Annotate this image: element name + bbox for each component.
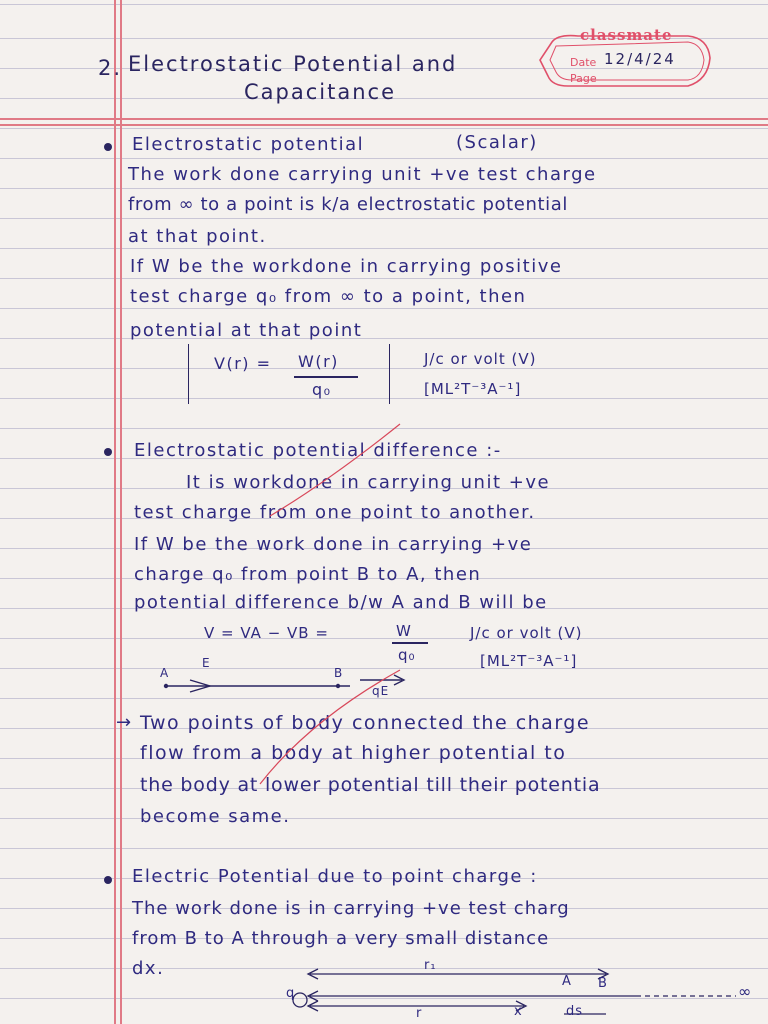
section1-tag: (Scalar) [456, 132, 538, 153]
bullet-section2 [104, 448, 112, 456]
section1-dimension: [ML²T⁻³A⁻¹] [424, 380, 522, 398]
bullet-section3 [104, 876, 112, 884]
diagram-infinity-label: ∞ [738, 982, 753, 1001]
section1-formula-box [188, 344, 390, 404]
diagram-point-a: A [160, 666, 170, 680]
diagram-a-label: A [562, 974, 572, 989]
note-arrow: → [116, 712, 133, 733]
chapter-number: 2. [98, 56, 123, 80]
section1-formula-lhs: V(r) = [214, 354, 272, 373]
brand-name: classmate [580, 26, 673, 44]
section2-line3: If W be the work done in carrying +ve [134, 534, 533, 555]
section3-line2: from B to A through a very small distance [132, 928, 550, 949]
diagram-field-e: E [202, 656, 211, 670]
section2-line1: It is workdone in carrying unit +ve [186, 472, 551, 493]
diagram-q-label: q [286, 986, 296, 1001]
note-line2: flow from a body at higher potential to [140, 742, 567, 764]
section1-fraction-bar [294, 376, 358, 378]
section2-formula-denominator: q₀ [398, 646, 416, 664]
page-label: Page [570, 72, 597, 85]
chapter-title-line2: Capacitance [244, 80, 396, 104]
red-pen-stroke [250, 420, 410, 790]
section3-line3: dx. [132, 958, 165, 979]
section2-dimension: [ML²T⁻³A⁻¹] [480, 652, 578, 670]
section2-line5: potential difference b/w A and B will be [134, 592, 548, 613]
section1-line1: The work done carrying unit +ve test charge [128, 164, 597, 185]
section2-formula-numerator: W [396, 622, 412, 640]
header-rule-2 [0, 124, 768, 126]
header-rule [0, 118, 768, 120]
section1-formula-denominator: q₀ [312, 380, 332, 399]
section2-unit: J/c or volt (V) [470, 624, 583, 642]
section1-unit: J/c or volt (V) [424, 350, 537, 368]
section3-charge-diagram [280, 962, 768, 1024]
diagram-charge-field: qE [372, 684, 390, 698]
note-line1: Two points of body connected the charge [140, 712, 591, 734]
margin-line-left [114, 0, 116, 1024]
section3-line1: The work done is in carrying +ve test charg [132, 898, 570, 919]
section1-line2: from ∞ to a point is k/a electrostatic potential [128, 194, 568, 215]
section1-line4: If W be the workdone in carrying positive [130, 256, 563, 277]
diagram-point-b: B [334, 666, 344, 680]
bullet-section1 [104, 143, 112, 151]
note-line4: become same. [140, 806, 291, 827]
section3-title: Electric Potential due to point charge : [132, 866, 538, 887]
chapter-title-line1: Electrostatic Potential and [128, 52, 458, 76]
diagram-r-label: r [416, 1006, 423, 1021]
date-label: Date [570, 56, 597, 69]
section1-line3: at that point. [128, 226, 267, 247]
margin-line-left-2 [120, 0, 122, 1024]
note-line3: the body at lower potential till their potentia [140, 774, 601, 796]
diagram-b-label: B [598, 976, 608, 991]
section1-formula-numerator: W(r) [298, 352, 339, 371]
date-value: 12/4/24 [604, 50, 676, 68]
section1-line5: test charge q₀ from ∞ to a point, then [130, 286, 527, 307]
diagram-r1-label: r₁ [424, 958, 437, 973]
diagram-x-label: x [514, 1004, 523, 1019]
section2-title: Electrostatic potential difference :- [134, 440, 502, 461]
section2-line2: test charge from one point to another. [134, 502, 536, 523]
section2-formula-lhs: V = VA − VB = [204, 624, 329, 642]
section1-title: Electrostatic potential [132, 134, 365, 155]
section1-line6: potential at that point [130, 320, 363, 341]
section2-line4: charge q₀ from point B to A, then [134, 564, 482, 585]
diagram-ds-label: ds [566, 1004, 584, 1019]
